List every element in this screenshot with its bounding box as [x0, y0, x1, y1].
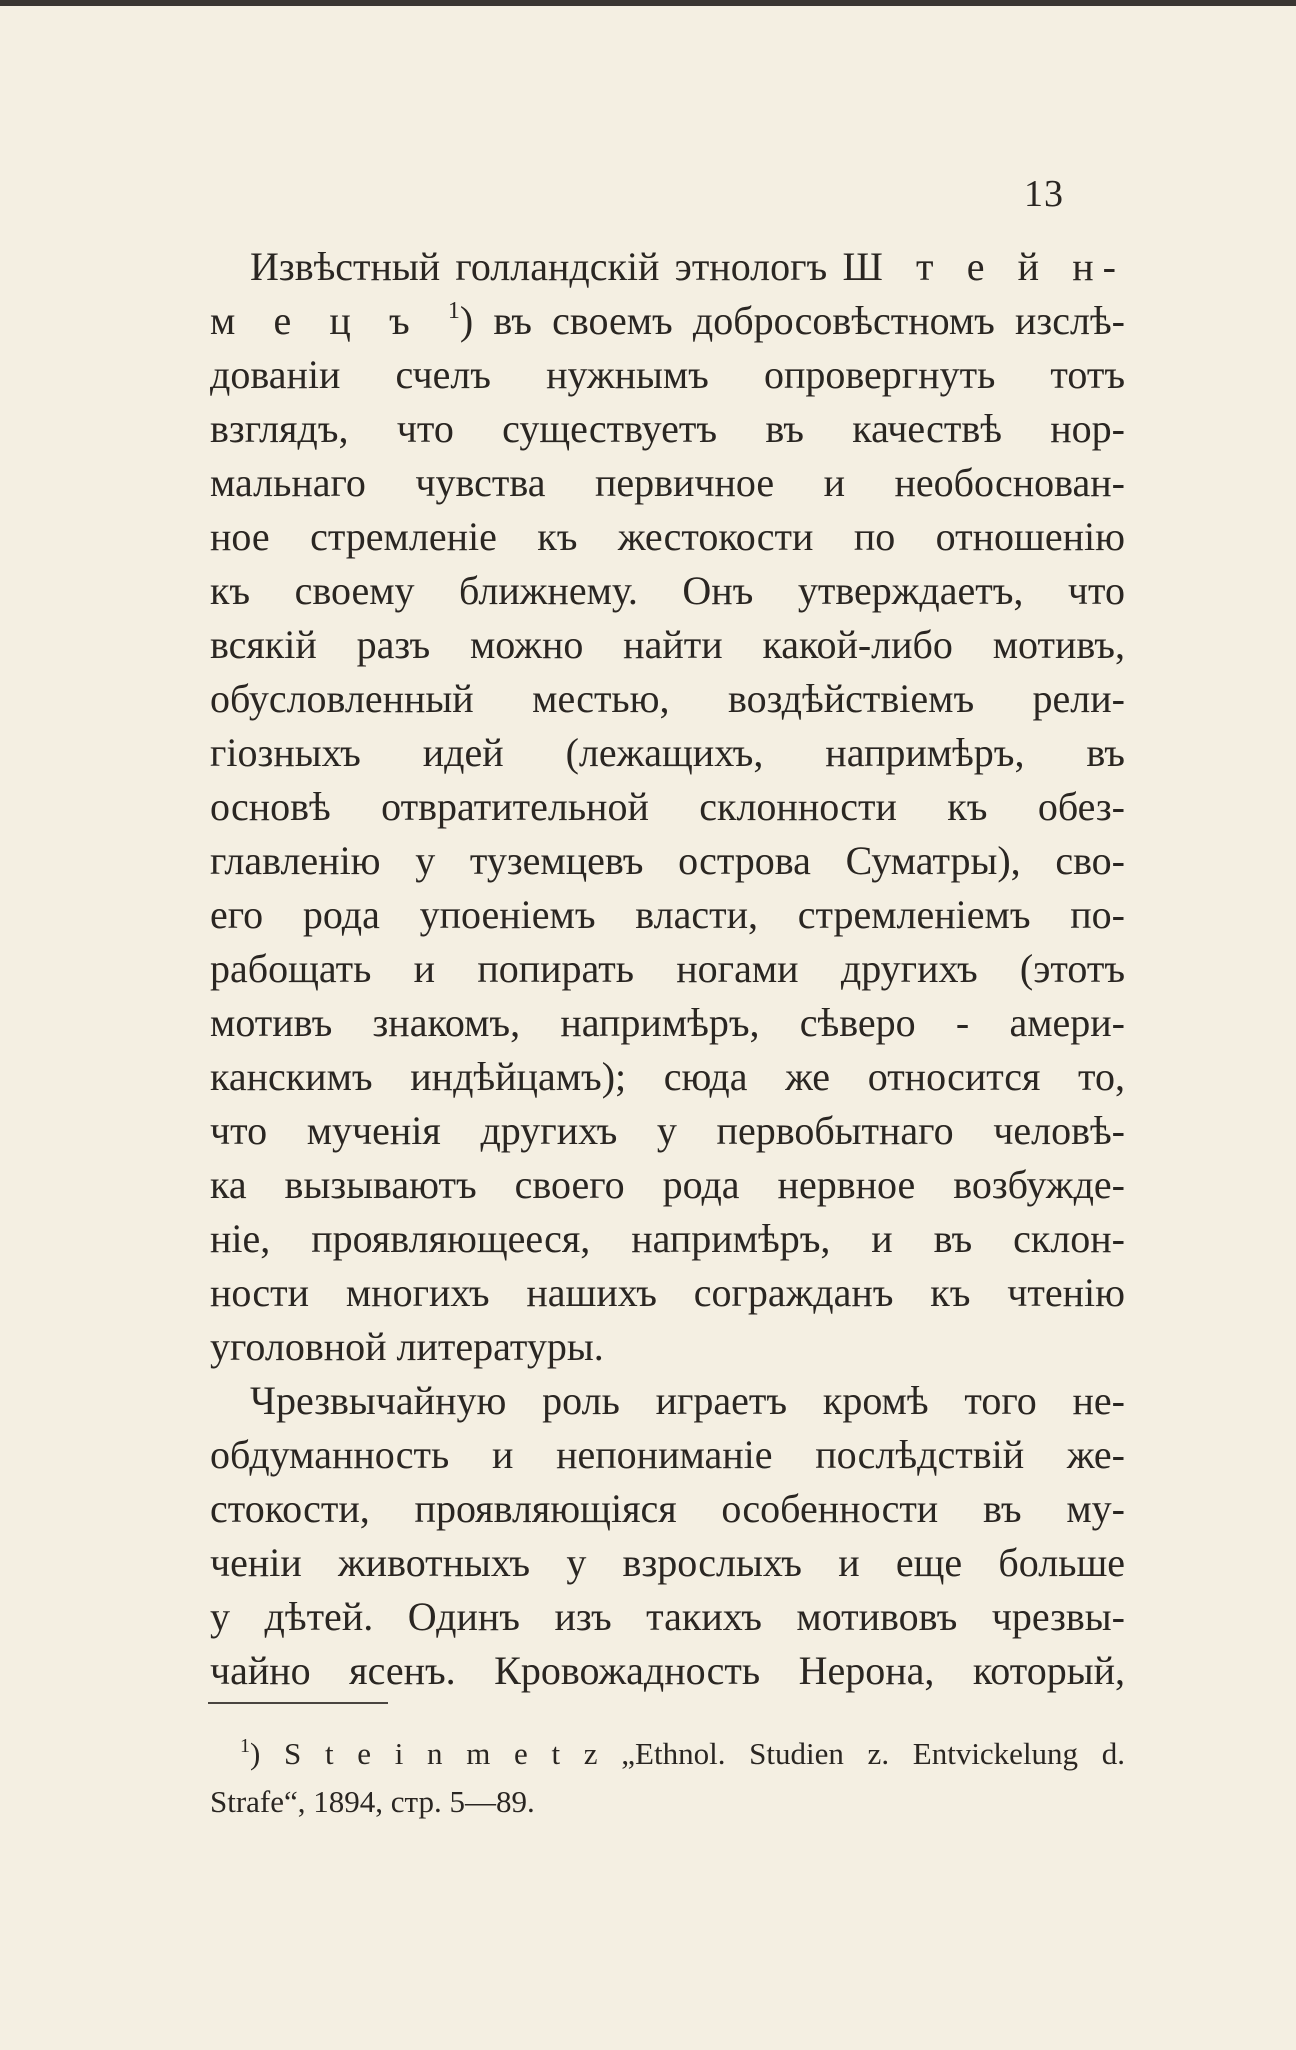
text-line: основѣ отвратительной склонности къ обез-	[210, 784, 1125, 829]
text-line: гіозныхъ идей (лежащихъ, напримѣръ, въ	[210, 730, 1125, 775]
text-line: всякій разъ можно найти какой-либо мотивъ,	[210, 622, 1125, 667]
text-line: ніе, проявляющееся, напримѣръ, и въ склон-	[210, 1216, 1125, 1261]
text-line: главленію у туземцевъ острова Суматры), сво-	[210, 838, 1125, 883]
text-line: Чрезвычайную роль играетъ кромѣ того не-	[250, 1378, 1125, 1423]
author-name-spaced: Ш т е й н-	[842, 244, 1126, 289]
text-line: къ своему ближнему. Онъ утверждаетъ, что	[210, 568, 1125, 613]
text-line: что мученія другихъ у первобытнаго человѣ-	[210, 1108, 1125, 1153]
footnote-line: Strafe“, 1894, стр. 5—89.	[210, 1784, 535, 1819]
text-segment: ) въ своемъ добросовѣстномъ изслѣ-	[459, 298, 1125, 343]
text-line: ка вызываютъ своего рода нервное возбужде-	[210, 1162, 1125, 1207]
text-line: ности многихъ нашихъ согражданъ къ чтенію	[210, 1270, 1125, 1315]
text-line: обдуманность и непониманіе послѣдствій же-	[210, 1432, 1125, 1477]
text-line: у дѣтей. Одинъ изъ такихъ мотивовъ чрезвы-	[210, 1594, 1125, 1639]
footnote-author: S t e i n m e t z	[284, 1736, 598, 1771]
text-line: обусловленный местью, воздѣйствіемъ рели-	[210, 676, 1125, 721]
text-line	[210, 240, 1125, 294]
text-line: мальнаго чувства первичное и необоснован-	[210, 460, 1125, 505]
text-line	[210, 294, 1125, 348]
author-name-continued: м е ц ъ	[210, 298, 448, 343]
text-line: канскимъ индѣйцамъ); сюда же относится то,	[210, 1054, 1125, 1099]
text-line: взглядъ, что существуетъ въ качествѣ нор-	[210, 406, 1125, 451]
text-line: мотивъ знакомъ, напримѣръ, сѣверо - амери-	[210, 1000, 1125, 1045]
text-line: его рода упоеніемъ власти, стремленіемъ по-	[210, 892, 1125, 937]
footnote-mark: 1	[240, 1735, 250, 1757]
top-border-rule	[0, 0, 1296, 6]
text-line: рабощать и попирать ногами другихъ (этотъ	[210, 946, 1125, 991]
text-line: чайно ясенъ. Кровожадность Нерона, который,	[210, 1648, 1125, 1693]
text-segment: Извѣстный голландскій этнологъ	[250, 244, 843, 289]
footnote	[210, 1730, 1125, 1826]
footnote-line: $^1$) S t e i n m e t z „Ethnol. Studien z. Entvickelung d.	[240, 1735, 1126, 1771]
text-line: ченіи животныхъ у взрослыхъ и еще больше	[210, 1540, 1125, 1585]
text-line: ное стремленіе къ жестокости по отношенію	[210, 514, 1125, 559]
text-line: дованіи счелъ нужнымъ опровергнуть тотъ	[210, 352, 1125, 397]
body-text	[210, 240, 1125, 1698]
page-number: 13	[1024, 173, 1064, 215]
text-line: уголовной литературы.	[210, 1324, 604, 1369]
footnote-divider	[208, 1702, 388, 1704]
footnote-text: „Ethnol. Studien z. Entvickelung d.	[597, 1736, 1126, 1771]
text-line: стокости, проявляющіяся особенности въ му-	[210, 1486, 1125, 1531]
footnote-reference: 1	[447, 298, 460, 324]
